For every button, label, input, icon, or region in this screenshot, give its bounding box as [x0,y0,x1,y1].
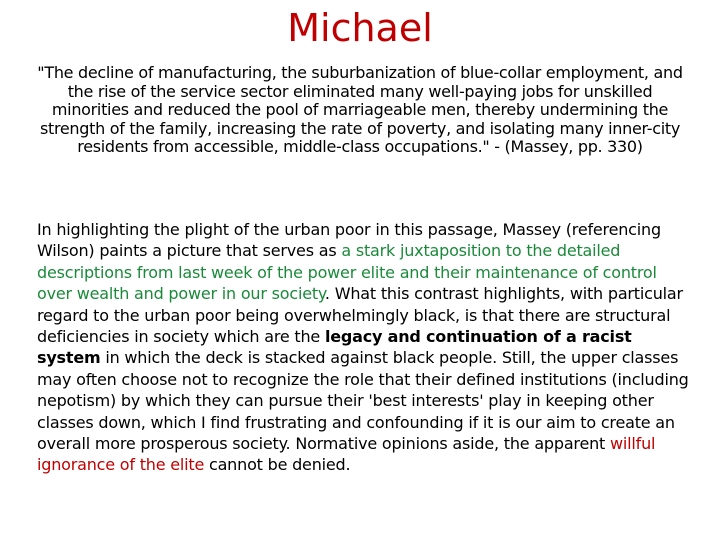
body-text-segment: cannot be denied. [204,455,351,475]
bold-emphasis-text: legacy and continuation of a racist system [37,327,632,368]
green-highlight-text: a stark juxtaposition to the detailed descriptions from last week of the power elite and their maintenance of control over wealth and power in our society [37,241,657,304]
body-text-segment: . What this contrast highlights, with particular regard to the urban poor being overwhelmingly black, is that there are structural deficiencies in society which are the [37,284,683,347]
body-text-segment: In highlighting the plight of the urban poor in this passage, Massey (referencing Wilson) paints a picture that serves as [37,220,661,261]
body-paragraph [37,219,692,476]
body-text-segment: in which the deck is stacked against black people. Still, the upper classes may often choose not to recognize the role that their defined institutions (including nepotism) by which they can pursue their 'best interests' play in keeping other classes down, which I find frustrating and confounding if it is our aim to create an overall more prosperous society. Normative opinions aside, the apparent [37,348,689,454]
slide-title: Michael [287,6,433,50]
red-highlight-text: willful ignorance of the elite [37,434,656,475]
quote-paragraph: "The decline of manufacturing, the suburbanization of blue-collar employment, and the rise of the service sector eliminated many well-paying jobs for unskilled minorities and reduced the pool of marriageable men, thereby undermining the strength of the family, increasing the rate of poverty, and isolating many inner-city residents from accessible, middle-class occupations." - (Massey, pp. 330) [37,63,683,157]
